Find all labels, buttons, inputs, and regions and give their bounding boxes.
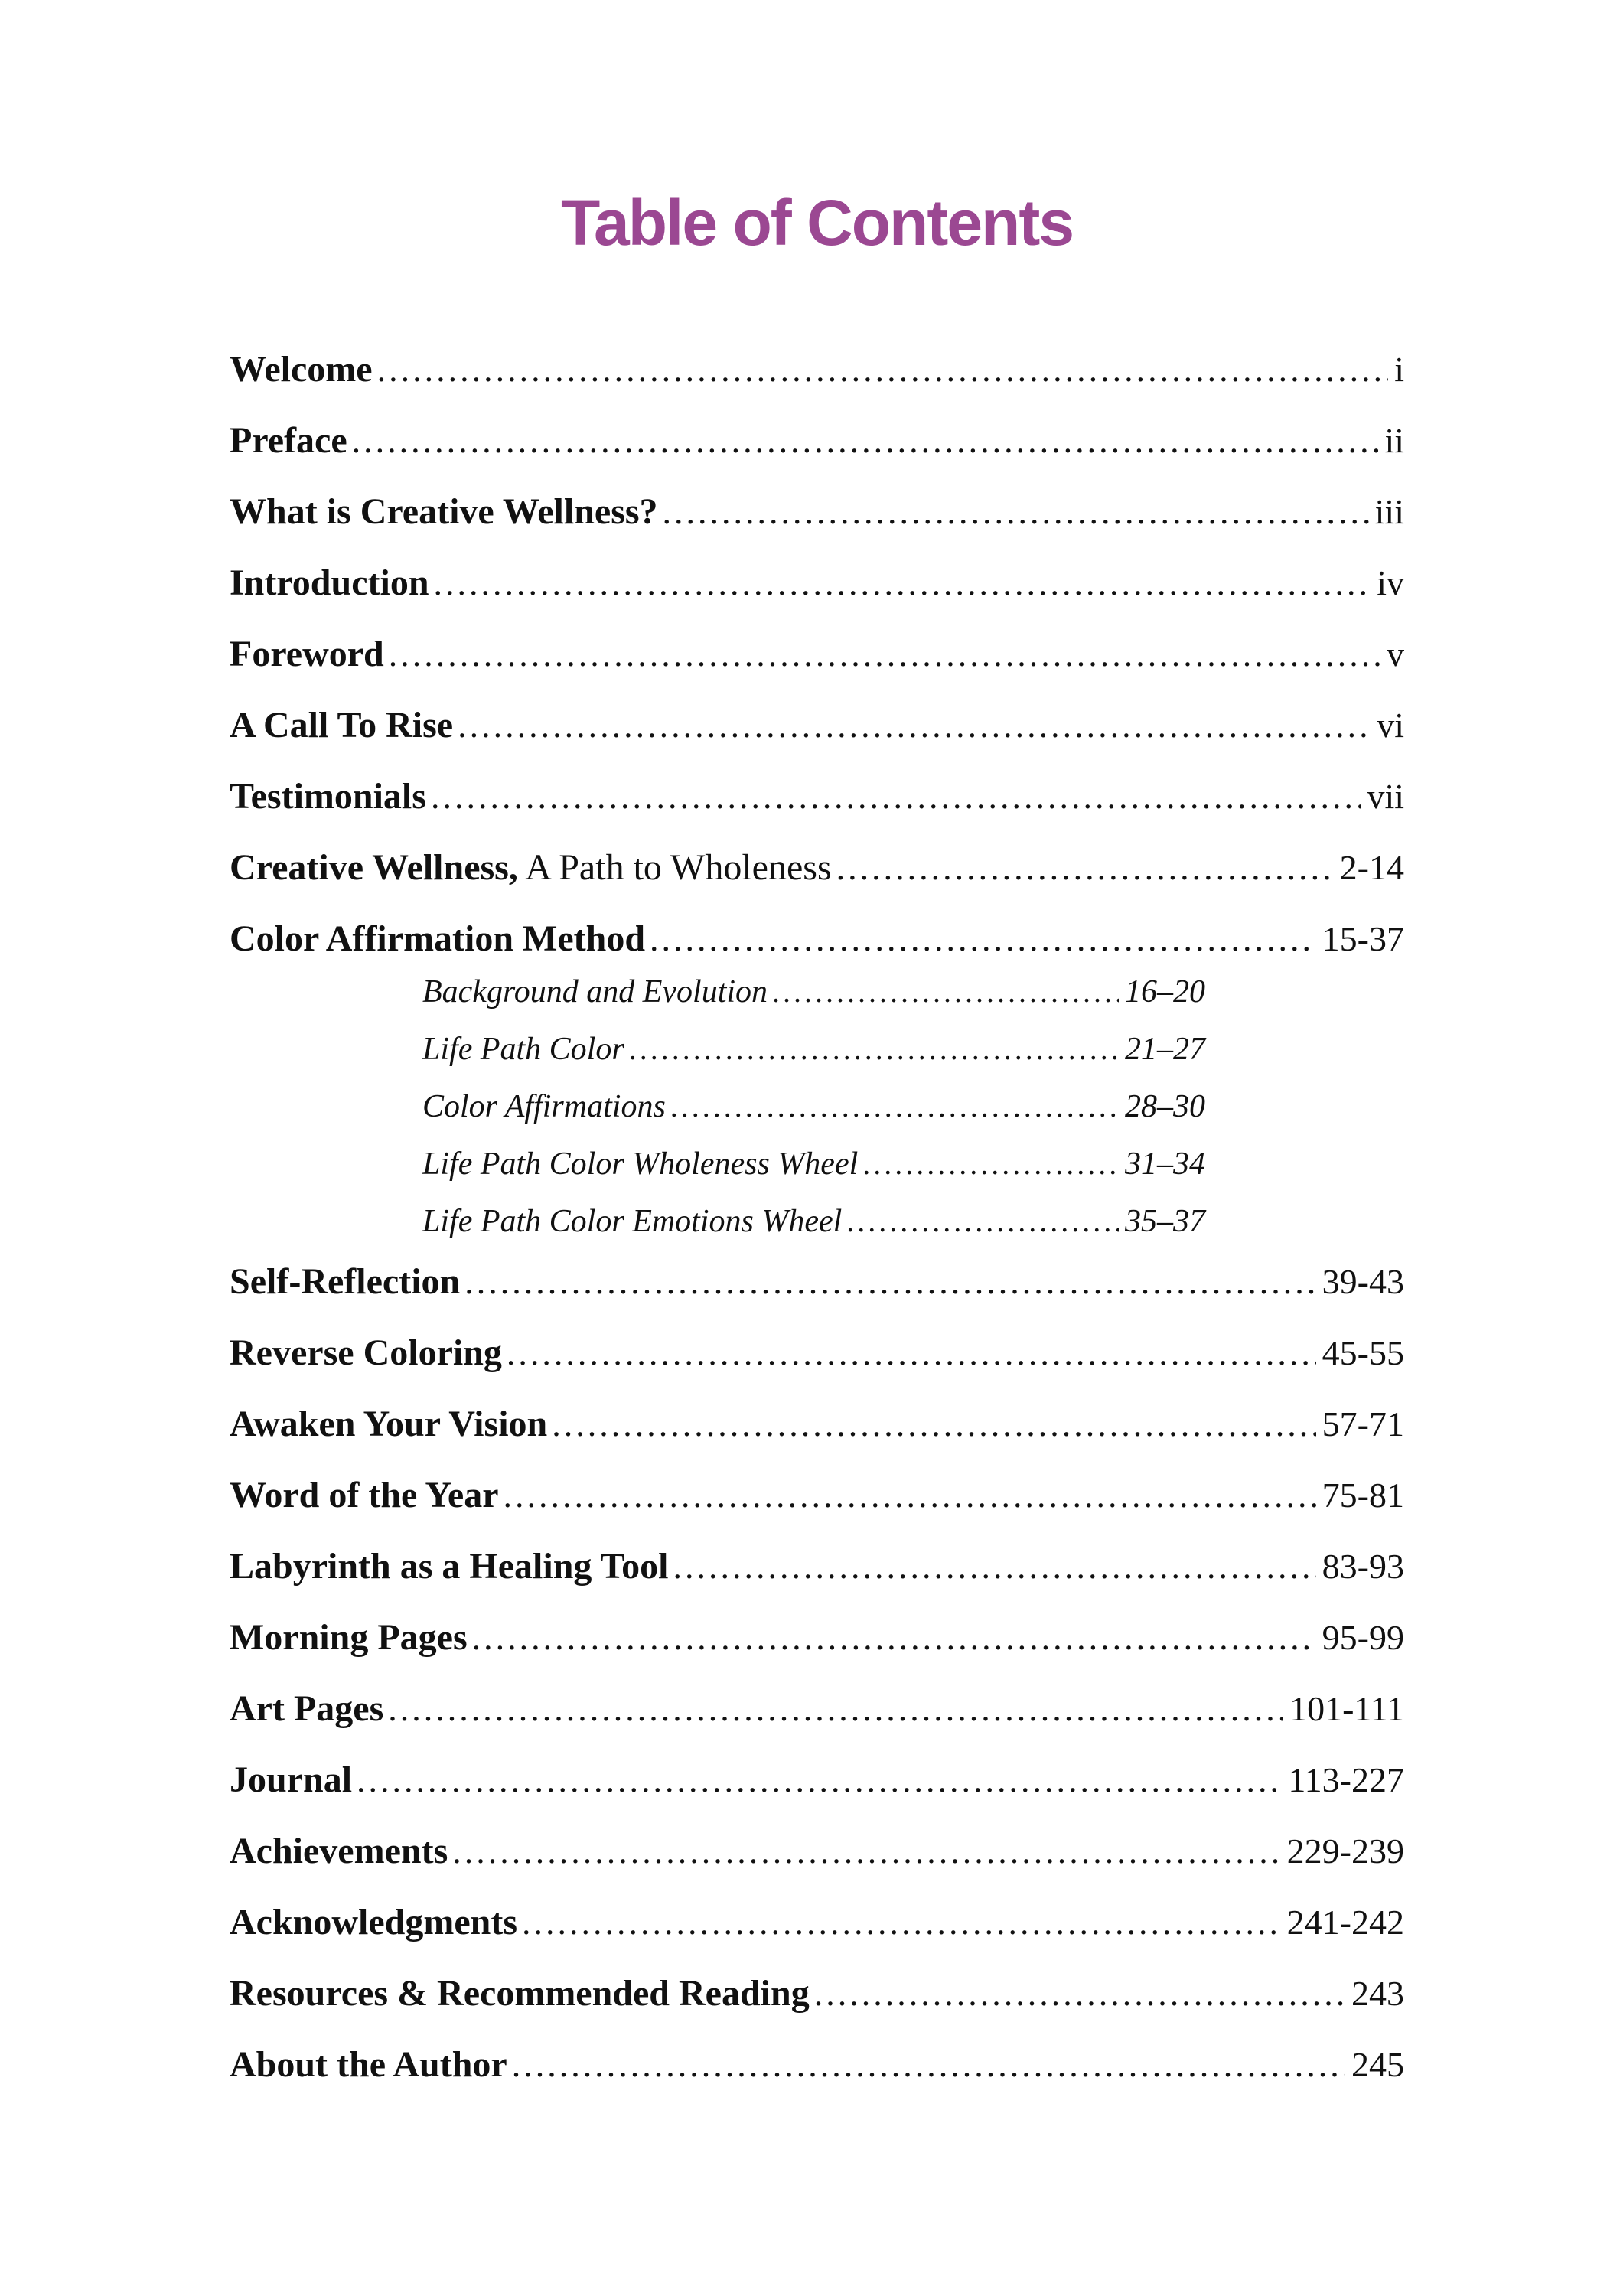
entry-page-number: vi [1377, 706, 1404, 745]
toc-entry [230, 491, 1404, 533]
entry-label-emphasis: About the Author [230, 2044, 507, 2085]
entry-label [230, 419, 347, 461]
entry-page-number: 28–30 [1125, 1089, 1205, 1124]
dot-leader [846, 1203, 1119, 1240]
entry-label-emphasis: Awaken Your Vision [230, 1404, 548, 1444]
entry-label [230, 846, 832, 889]
toc-page [230, 0, 1404, 2296]
toc-entry [230, 1616, 1404, 1658]
entry-label-emphasis: Achievements [230, 1831, 448, 1871]
entry-label [230, 704, 453, 746]
entry-page-number: v [1387, 634, 1404, 673]
entry-label-emphasis: Life Path Color Wholeness Wheel [422, 1146, 859, 1182]
dot-leader [357, 1759, 1282, 1801]
dot-leader [862, 1146, 1119, 1182]
dot-leader [431, 775, 1361, 817]
entry-label-emphasis: Welcome [230, 349, 373, 390]
entry-label-emphasis: Labyrinth as a Healing Tool [230, 1546, 669, 1587]
toc-entry [230, 1474, 1404, 1516]
entry-page-number: ii [1384, 421, 1404, 460]
dot-leader [507, 1332, 1316, 1374]
entry-page-number: iv [1377, 563, 1404, 602]
toc-entry [230, 633, 1404, 675]
entry-label-emphasis: Self-Reflection [230, 1261, 461, 1302]
entry-label-emphasis: Testimonials [230, 776, 426, 817]
entry-page-number: 113-227 [1288, 1760, 1404, 1799]
toc-subentry [422, 974, 1205, 1010]
toc-subentry [422, 1203, 1205, 1240]
toc-entry [230, 775, 1404, 817]
entry-label [230, 1688, 383, 1730]
entry-page-number: 35–37 [1125, 1204, 1205, 1239]
entry-label [422, 974, 768, 1010]
dot-leader [512, 2043, 1345, 2086]
dot-leader [629, 1031, 1119, 1068]
entry-label-emphasis: Preface [230, 420, 347, 461]
dot-leader [464, 1261, 1315, 1303]
dot-leader [377, 348, 1389, 390]
entry-page-number: iii [1374, 492, 1404, 531]
entry-label [230, 918, 645, 960]
toc-list [230, 348, 1404, 2086]
toc-subentry [422, 1088, 1205, 1125]
entry-label [230, 1403, 547, 1445]
entry-page-number: 15-37 [1322, 919, 1404, 958]
entry-label [230, 2043, 507, 2086]
entry-label [230, 1759, 352, 1801]
toc-entry [230, 2043, 1404, 2086]
entry-label-emphasis: Foreword [230, 634, 384, 674]
dot-leader [670, 1088, 1119, 1125]
toc-entry [230, 1545, 1404, 1587]
entry-label-emphasis: Resources & Recommended Reading [230, 1973, 810, 2014]
dot-leader [389, 633, 1380, 675]
entry-label [230, 1261, 460, 1303]
dot-leader [836, 846, 1334, 889]
entry-label [422, 1146, 858, 1182]
toc-entry [230, 918, 1404, 960]
entry-label [230, 562, 429, 604]
entry-page-number: 243 [1351, 1974, 1404, 2013]
entry-label [230, 1972, 810, 2014]
toc-entry [230, 1403, 1404, 1445]
entry-label [230, 1830, 448, 1872]
entry-label [230, 1474, 499, 1516]
dot-leader [452, 1830, 1280, 1872]
entry-label-regular: A Path to Wholeness [517, 847, 832, 888]
entry-page-number: i [1394, 350, 1404, 389]
entry-page-number: vii [1367, 777, 1404, 816]
dot-leader [458, 704, 1371, 746]
toc-entry [230, 1261, 1404, 1303]
entry-page-number: 229-239 [1286, 1831, 1404, 1870]
entry-label [230, 1545, 669, 1587]
dot-leader [352, 419, 1379, 461]
toc-entry [230, 348, 1404, 390]
entry-label-emphasis: Color Affirmation Method [230, 918, 646, 959]
dot-leader [663, 491, 1369, 533]
entry-label [422, 1031, 624, 1068]
entry-page-number: 45-55 [1322, 1333, 1404, 1372]
entry-label-emphasis: What is Creative Wellness? [230, 491, 658, 532]
page-title: Table of Contents [560, 187, 1074, 259]
toc-entry [230, 846, 1404, 889]
dot-leader [504, 1474, 1316, 1516]
entry-label [422, 1203, 842, 1240]
dot-leader [522, 1901, 1281, 1943]
entry-label [230, 1901, 517, 1943]
entry-page-number: 95-99 [1322, 1618, 1404, 1657]
entry-page-number: 21–27 [1125, 1032, 1205, 1067]
entry-label-emphasis: Color Affirmations [422, 1089, 666, 1124]
entry-page-number: 57-71 [1322, 1404, 1404, 1443]
entry-label-emphasis: Life Path Color Emotions Wheel [422, 1204, 843, 1239]
dot-leader [814, 1972, 1345, 2014]
dot-leader [673, 1545, 1316, 1587]
entry-page-number: 16–20 [1125, 974, 1205, 1009]
entry-label-emphasis: Word of the Year [230, 1475, 499, 1515]
entry-label [230, 775, 426, 817]
entry-label-emphasis: Background and Evolution [422, 974, 768, 1009]
entry-label-emphasis: Morning Pages [230, 1617, 468, 1658]
dot-leader [434, 562, 1371, 604]
entry-page-number: 75-81 [1322, 1476, 1404, 1515]
toc-subentry [422, 1031, 1205, 1068]
toc-entry [230, 1901, 1404, 1943]
entry-label [230, 348, 373, 390]
entry-page-number: 83-93 [1322, 1547, 1404, 1586]
entry-label-emphasis: Acknowledgments [230, 1902, 518, 1942]
dot-leader [552, 1403, 1315, 1445]
entry-page-number: 245 [1351, 2045, 1404, 2084]
entry-label [422, 1088, 666, 1125]
toc-entry [230, 419, 1404, 461]
entry-label-emphasis: A Call To Rise [230, 705, 454, 745]
entry-label [230, 633, 384, 675]
toc-subentry [422, 1146, 1205, 1182]
entry-page-number: 101-111 [1289, 1689, 1404, 1728]
entry-label-emphasis: Journal [230, 1760, 353, 1800]
entry-label [230, 491, 658, 533]
toc-entry [230, 1688, 1404, 1730]
toc-entry [230, 1972, 1404, 2014]
dot-leader [388, 1688, 1283, 1730]
entry-page-number: 31–34 [1125, 1146, 1205, 1182]
dot-leader [472, 1616, 1316, 1658]
entry-label-emphasis: Reverse Coloring [230, 1332, 502, 1373]
dot-leader [772, 974, 1119, 1010]
entry-page-number: 39-43 [1322, 1262, 1404, 1301]
toc-entry [230, 562, 1404, 604]
entry-label-emphasis: Introduction [230, 563, 429, 603]
entry-page-number: 241-242 [1286, 1903, 1404, 1942]
entry-label [230, 1332, 502, 1374]
toc-entry [230, 704, 1404, 746]
entry-page-number: 2-14 [1339, 848, 1404, 887]
toc-entry [230, 1332, 1404, 1374]
dot-leader [650, 918, 1316, 960]
toc-entry [230, 1830, 1404, 1872]
entry-label [230, 1616, 468, 1658]
toc-entry [230, 1759, 1404, 1801]
entry-label-emphasis: Art Pages [230, 1688, 384, 1729]
entry-label-emphasis: Life Path Color [422, 1032, 624, 1067]
entry-label-emphasis: Creative Wellness, [230, 847, 518, 888]
